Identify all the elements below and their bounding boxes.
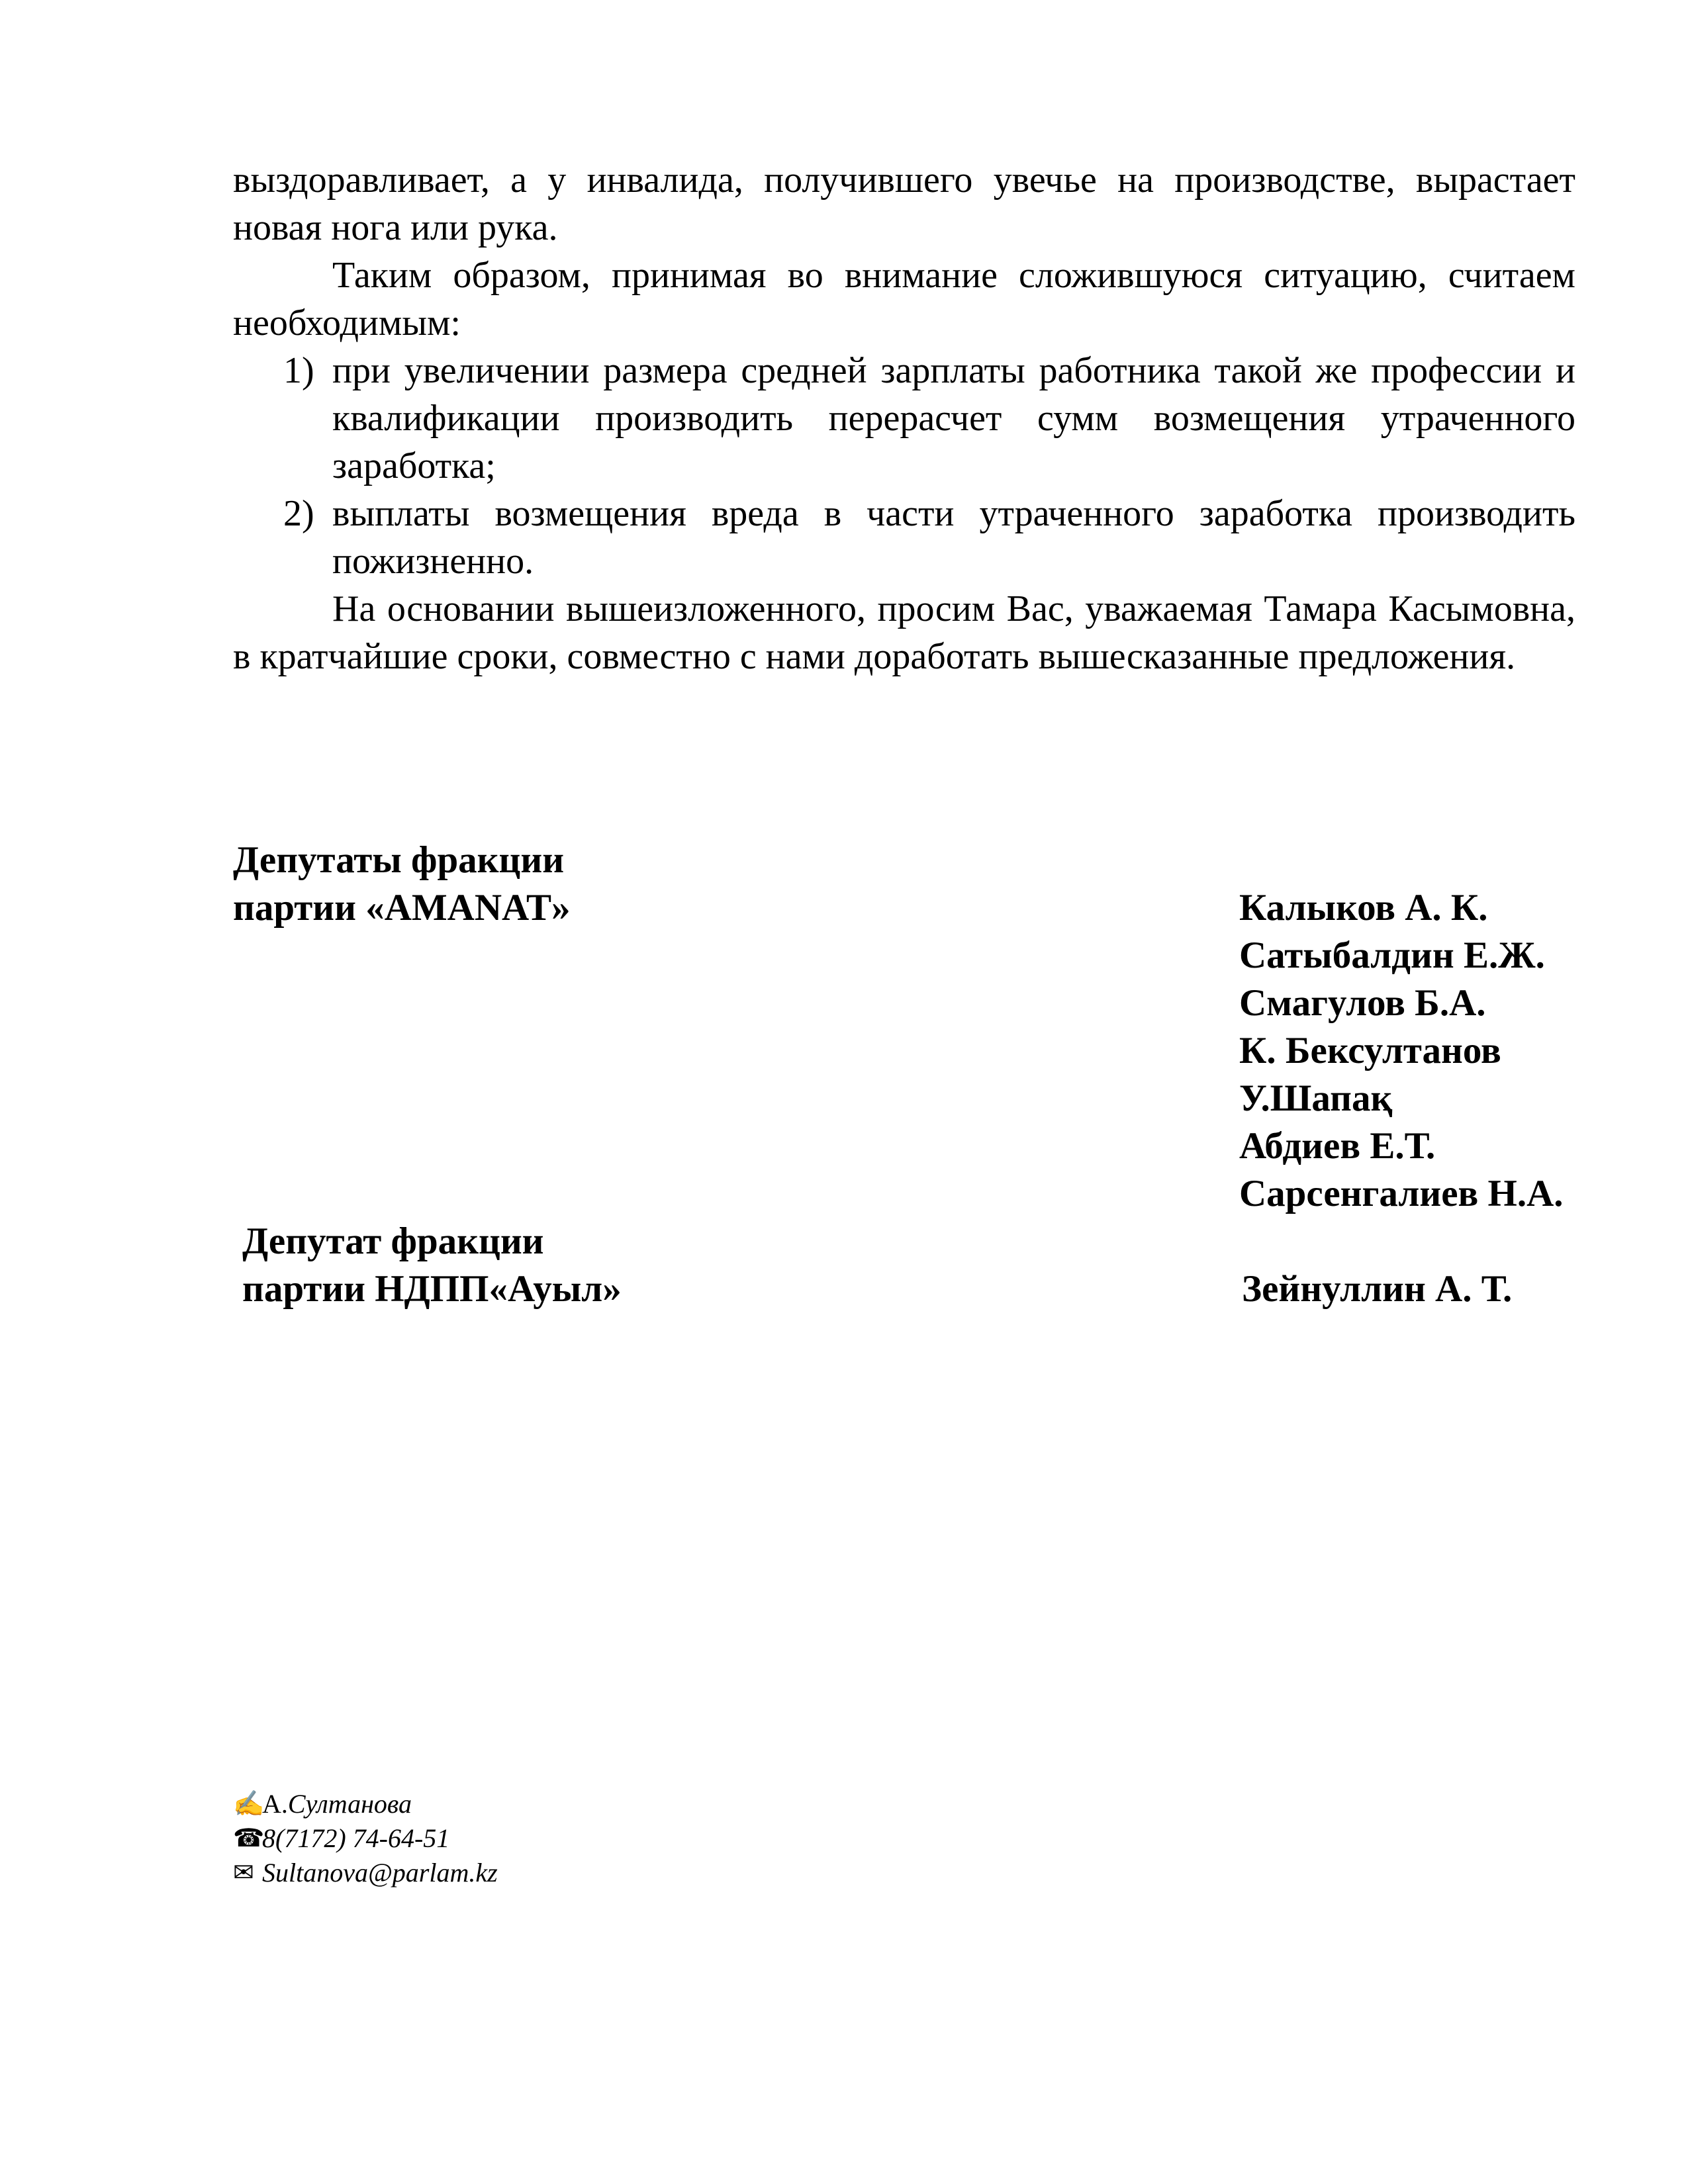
phone-number: 8(7172) 74-64-51 — [262, 1823, 450, 1853]
author-prefix: А. — [262, 1789, 288, 1819]
faction-party: партии НДПП«Ауыл» — [242, 1268, 622, 1310]
deputy-name: Абдиев Е.Т. — [1239, 1125, 1436, 1167]
deputy-name: У.Шапақ — [1239, 1077, 1393, 1119]
list-item — [283, 347, 1575, 490]
list-item-text: при увеличении размера средней зарплаты работника такой же профессии и квалификации производить перерасчет сумм возмещения утраченного заработка; — [332, 350, 1575, 486]
faction-party: партии «AMANAT» — [233, 887, 571, 929]
paragraph-continuation: выздоравливает, а у инвалида, получившего увечье на производстве, вырастает новая нога или рука. — [233, 159, 1575, 248]
list-item — [283, 490, 1575, 585]
deputy-name: Сатыбалдин Е.Ж. — [1239, 934, 1545, 976]
deputy-name: Смагулов Б.А. — [1239, 982, 1486, 1024]
contact-block — [233, 1787, 498, 1890]
faction-title: Депутат фракции — [242, 1220, 544, 1262]
paragraph-request: На основании вышеизложенного, просим Вас, уважаемая Тамара Касымовна, в кратчайшие сроки, совместно с нами доработать вышесказанные предложения. — [233, 588, 1575, 677]
deputy-name: К. Бексултанов — [1239, 1030, 1501, 1071]
envelope-icon: ✉ — [233, 1859, 254, 1887]
phone-icon: ☎ — [233, 1825, 265, 1852]
list-number: 1) — [283, 350, 314, 391]
faction-title: Депутаты фракции — [233, 839, 565, 881]
list-item-text: выплаты возмещения вреда в части утраченного заработка производить пожизненно. — [332, 493, 1575, 582]
signature-faction-amanat — [233, 837, 570, 932]
author-row — [233, 1787, 498, 1821]
signature-faction-auyl — [242, 1218, 622, 1313]
deputy-name: Сарсенгалиев Н.А. — [1239, 1173, 1564, 1214]
email-row — [233, 1856, 498, 1890]
author-name: Султанова — [287, 1789, 412, 1819]
signature-name-auyl — [1242, 1265, 1512, 1313]
deputy-name: Калыков А. К. — [1239, 887, 1488, 929]
paragraph-conclusion: Таким образом, принимая во внимание сложившуюся ситуацию, считаем необходимым: — [233, 255, 1575, 343]
pen-icon: ✍ — [233, 1790, 265, 1818]
list-number: 2) — [283, 493, 314, 534]
deputy-name: Зейнуллин А. Т. — [1242, 1268, 1513, 1310]
email-address: Sultanova@parlam.kz — [262, 1858, 498, 1888]
phone-row — [233, 1821, 498, 1856]
signature-names-amanat — [1239, 884, 1564, 1218]
